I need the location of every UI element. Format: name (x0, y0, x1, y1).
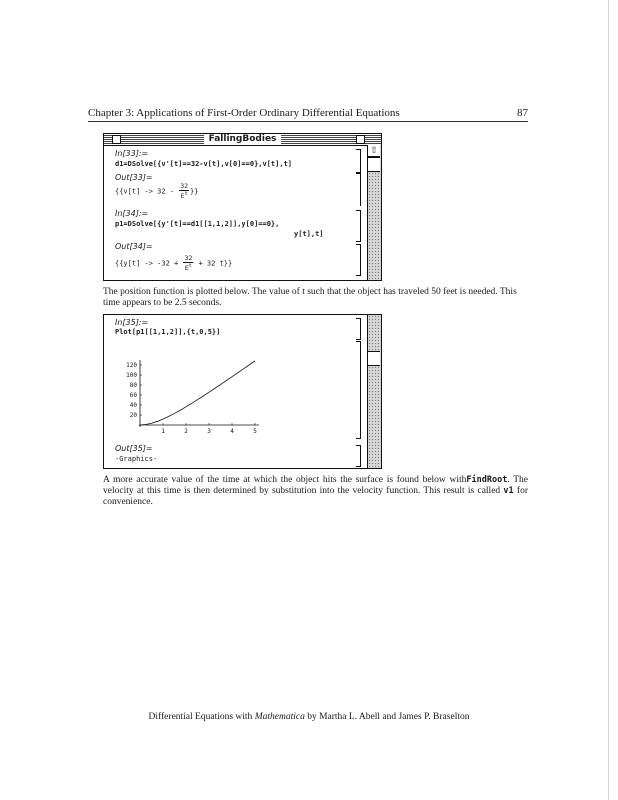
output-label: Out[33]= (115, 173, 153, 182)
page-edge-rule (608, 0, 609, 800)
input-code[interactable]: d1=DSolve[{v'[t]==32-v[t],v[0]==0},v[t],t] (115, 160, 293, 168)
y-tick-label: 80 (129, 382, 137, 389)
zoom-box[interactable] (356, 135, 365, 144)
code-findroot: FindRoot (466, 475, 508, 485)
cell-bracket[interactable] (356, 244, 361, 276)
vertical-scrollbar[interactable] (367, 315, 381, 468)
vertical-scrollbar[interactable] (367, 145, 381, 280)
code-v1: v1 (503, 486, 514, 496)
input-code[interactable]: p1=DSolve[{y'[t]==d1[[1,1,2]],y[0]==0}, (115, 220, 280, 228)
output-label: Out[35]= (115, 444, 153, 453)
close-box[interactable] (112, 135, 121, 144)
header-rule (88, 121, 528, 122)
output-expression: {{v[t] -> 32 - $\frac{32}{E^t}$ }} (115, 182, 199, 201)
window-title-bar[interactable] (104, 134, 381, 146)
paragraph-findroot: A more accurate value of the time at which the object hits the surface is found below withFindRoot. The velocity at this time is then determined by substitution into the velocity function. This result is called v1 for convenience. (103, 475, 528, 507)
scroll-thumb[interactable] (368, 157, 380, 172)
y-tick-label: 100 (126, 372, 137, 379)
x-tick-label: 2 (184, 428, 188, 433)
input-label: In[34]:= (115, 209, 149, 218)
cell-bracket[interactable] (356, 210, 361, 242)
running-header (88, 107, 528, 119)
scroll-thumb[interactable] (368, 351, 380, 366)
notebook-window-plot (103, 314, 382, 469)
chapter-title: Chapter 3: Applications of First-Order Ordinary Differential Equations (88, 107, 400, 119)
output-graphics: -Graphics- (115, 455, 158, 463)
cell-bracket[interactable] (356, 173, 361, 206)
input-label: In[33]:= (115, 149, 149, 158)
notebook-window (103, 133, 382, 281)
y-tick-label: 20 (129, 412, 137, 419)
input-label: In[35]:= (115, 318, 149, 327)
input-code[interactable]: Plot[p1[[1,1,2]],{t,0,5}] (115, 328, 221, 336)
output-expression: {{y[t] -> -32 + $\frac{32}{E^t}$ + 32 t}} (115, 254, 233, 273)
cell-bracket[interactable] (356, 149, 361, 173)
scroll-up-arrow-icon[interactable]: ⇧ (368, 145, 380, 157)
series-line (140, 361, 255, 425)
output-label: Out[34]= (115, 242, 153, 251)
x-tick-label: 4 (230, 428, 234, 433)
y-tick-label: 120 (126, 362, 137, 369)
y-tick-label: 40 (129, 402, 137, 409)
cell-bracket[interactable] (356, 445, 361, 467)
cell-bracket[interactable] (356, 341, 361, 439)
running-footer: Differential Equations with Mathematica by Martha L. Abell and James P. Braselton (148, 712, 470, 722)
input-code-continued[interactable]: y[t],t] (294, 230, 324, 238)
x-tick-label: 5 (253, 428, 257, 433)
page-number: 87 (517, 107, 528, 119)
cell-bracket[interactable] (356, 318, 361, 340)
x-tick-label: 1 (161, 428, 165, 433)
paragraph-position-function: The position function is plotted below. The value of t such that the object has traveled 50 feet is needed. This time appears to be 2.5 seconds. (103, 287, 517, 308)
y-tick-label: 60 (129, 392, 137, 399)
x-tick-label: 3 (207, 428, 211, 433)
window-title: FallingBodies (204, 133, 282, 145)
position-plot (110, 341, 282, 433)
